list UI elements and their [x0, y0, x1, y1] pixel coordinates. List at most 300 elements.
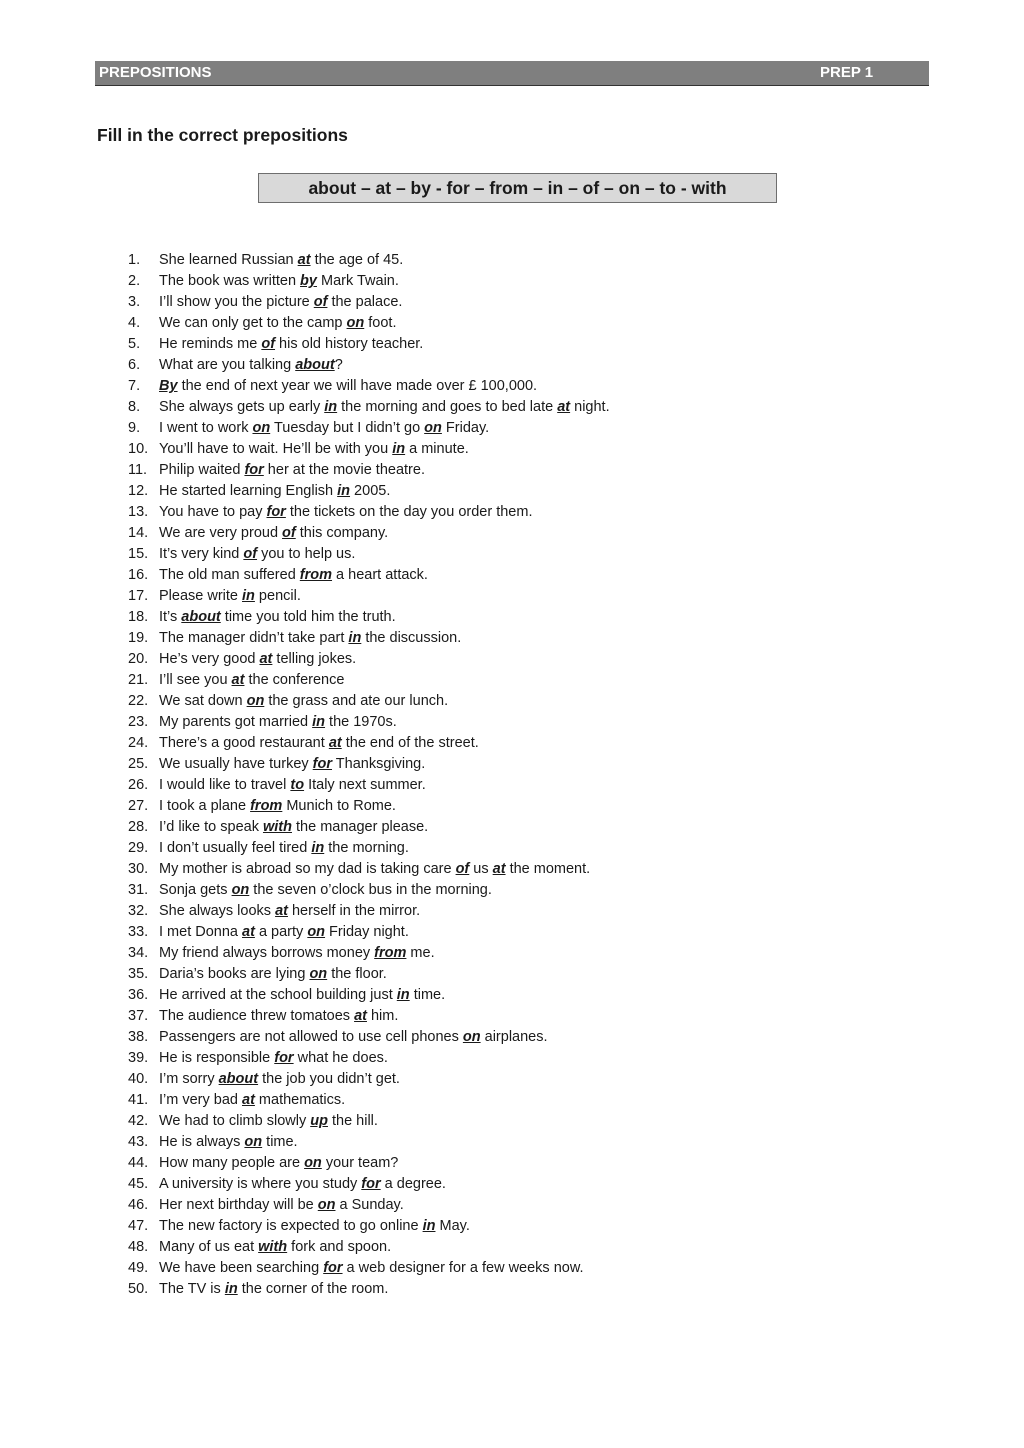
question-text: [159, 565, 428, 586]
question-item: [0, 796, 1024, 817]
question-text: [159, 1153, 398, 1174]
question-item: [0, 502, 1024, 523]
answer-preposition: for: [274, 1050, 294, 1066]
question-text-segment: I’ll see you: [159, 672, 232, 688]
question-number: 37.: [128, 1008, 149, 1024]
question-text: [159, 523, 388, 544]
answer-preposition: at: [557, 399, 571, 415]
question-number: 4.: [128, 315, 141, 331]
answer-preposition: of: [455, 861, 470, 877]
question-text-segment: My mother is abroad so my dad is taking care: [159, 861, 456, 877]
question-number: 7.: [128, 378, 141, 394]
question-text-segment: this company.: [295, 525, 389, 541]
question-text-segment: a web designer for a few weeks now.: [342, 1260, 584, 1276]
question-item: [0, 523, 1024, 544]
answer-preposition: in: [392, 441, 406, 457]
question-number: 35.: [128, 966, 149, 982]
question-number: 9.: [128, 420, 141, 436]
question-text-segment: I went to work: [159, 420, 253, 436]
question-number: 28.: [128, 819, 149, 835]
question-number: 47.: [128, 1218, 149, 1234]
question-text-segment: The TV is: [159, 1281, 225, 1297]
question-item: [0, 1027, 1024, 1048]
header-title: PREPOSITIONS: [99, 64, 212, 81]
question-text: [159, 376, 537, 397]
question-text-segment: time.: [262, 1134, 298, 1150]
question-item: [0, 1153, 1024, 1174]
question-text: [159, 502, 532, 523]
question-text: [159, 250, 403, 271]
question-text-segment: what he does.: [293, 1050, 388, 1066]
question-item: [0, 334, 1024, 355]
question-text-segment: the discussion.: [361, 630, 462, 646]
question-text-segment: his old history teacher.: [275, 336, 424, 352]
question-number: 39.: [128, 1050, 149, 1066]
question-text: [159, 943, 435, 964]
question-item: [0, 418, 1024, 439]
question-text-segment: a Sunday.: [335, 1197, 404, 1213]
answer-preposition: on: [424, 420, 442, 436]
question-text: [159, 628, 461, 649]
question-item: [0, 754, 1024, 775]
question-text-segment: He started learning English: [159, 483, 338, 499]
question-number: 18.: [128, 609, 149, 625]
question-text: [159, 1237, 391, 1258]
question-item: [0, 544, 1024, 565]
question-text-segment: I’m sorry: [159, 1071, 219, 1087]
question-text: [159, 1258, 584, 1279]
question-item: [0, 859, 1024, 880]
question-item: [0, 901, 1024, 922]
question-number: 34.: [128, 945, 149, 961]
answer-preposition: at: [242, 1092, 255, 1108]
question-text-segment: Munich to Rome.: [282, 798, 396, 814]
question-item: [0, 355, 1024, 376]
question-text: [159, 439, 469, 460]
question-text-segment: the age of 45.: [310, 252, 404, 268]
question-text-segment: the moment.: [505, 861, 591, 877]
question-item: [0, 838, 1024, 859]
question-text: [159, 964, 387, 985]
question-text-segment: Italy next summer.: [304, 777, 426, 793]
question-number: 3.: [128, 294, 141, 310]
answer-preposition: about: [295, 357, 335, 373]
question-text-segment: foot.: [364, 315, 397, 331]
question-number: 27.: [128, 798, 149, 814]
question-text: [159, 1090, 345, 1111]
question-text: [159, 1111, 378, 1132]
question-number: 6.: [128, 357, 141, 373]
question-text-segment: He’s very good: [159, 651, 260, 667]
answer-preposition: By: [159, 378, 178, 394]
question-text-segment: You’ll have to wait. He’ll be with you: [159, 441, 393, 457]
question-text: [159, 313, 397, 334]
question-text: [159, 1279, 388, 1300]
question-text-segment: My parents got married: [159, 714, 313, 730]
question-number: 31.: [128, 882, 149, 898]
question-number: 38.: [128, 1029, 149, 1045]
question-item: [0, 964, 1024, 985]
question-text-segment: us: [469, 861, 493, 877]
question-text-segment: herself in the mirror.: [287, 903, 421, 919]
question-number: 43.: [128, 1134, 149, 1150]
question-text-segment: him.: [366, 1008, 399, 1024]
question-item: [0, 628, 1024, 649]
question-text-segment: We are very proud: [159, 525, 283, 541]
question-text: [159, 460, 425, 481]
question-text: [159, 544, 355, 565]
answer-preposition: in: [337, 483, 351, 499]
question-number: 45.: [128, 1176, 149, 1192]
answer-preposition: by: [300, 273, 317, 289]
question-text: [159, 1069, 400, 1090]
question-item: [0, 1216, 1024, 1237]
question-item: [0, 292, 1024, 313]
question-text-segment: It’s: [159, 609, 182, 625]
question-item: [0, 691, 1024, 712]
question-text-segment: fork and spoon.: [287, 1239, 392, 1255]
answer-preposition: for: [312, 756, 333, 772]
question-text: [159, 901, 420, 922]
question-text-segment: telling jokes.: [272, 651, 357, 667]
question-text-segment: airplanes.: [480, 1029, 548, 1045]
answer-preposition: in: [312, 714, 326, 730]
question-item: [0, 481, 1024, 502]
question-text-segment: I’m very bad: [159, 1092, 242, 1108]
question-text: [159, 607, 396, 628]
question-text-segment: A university is where you study: [159, 1176, 362, 1192]
answer-preposition: from: [374, 945, 407, 961]
question-text-segment: a party: [254, 924, 308, 940]
question-number: 17.: [128, 588, 149, 604]
question-text: [159, 397, 610, 418]
question-list: [0, 250, 1024, 1300]
answer-preposition: for: [266, 504, 286, 520]
answer-preposition: of: [313, 294, 328, 310]
question-text-segment: How many people are: [159, 1155, 305, 1171]
answer-preposition: on: [307, 924, 326, 940]
question-number: 30.: [128, 861, 149, 877]
question-text-segment: The manager didn’t take part: [159, 630, 349, 646]
question-item: [0, 985, 1024, 1006]
question-text: [159, 922, 409, 943]
answer-preposition: at: [275, 903, 288, 919]
question-text-segment: She always looks: [159, 903, 276, 919]
answer-preposition: on: [304, 1155, 322, 1171]
question-text-segment: the 1970s.: [325, 714, 397, 730]
question-text: [159, 985, 445, 1006]
question-text-segment: ?: [334, 357, 343, 373]
question-text-segment: the morning.: [324, 840, 409, 856]
question-text: [159, 355, 343, 376]
question-text: [159, 1048, 388, 1069]
answer-preposition: in: [242, 588, 255, 604]
question-text-segment: The new factory is expected to go online: [159, 1218, 423, 1234]
question-text-segment: pencil.: [254, 588, 301, 604]
question-item: [0, 565, 1024, 586]
question-text: [159, 838, 409, 859]
question-item: [0, 1132, 1024, 1153]
header-code: PREP 1: [820, 64, 874, 81]
question-text-segment: What are you talking: [159, 357, 296, 373]
question-item: [0, 376, 1024, 397]
question-item: [0, 1237, 1024, 1258]
question-item: [0, 1090, 1024, 1111]
question-text: [159, 796, 396, 817]
question-text-segment: Daria’s books are lying: [159, 966, 310, 982]
question-number: 1.: [128, 252, 141, 268]
question-item: [0, 943, 1024, 964]
answer-preposition: in: [396, 987, 410, 1003]
question-number: 10.: [128, 441, 149, 457]
question-text: [159, 1216, 470, 1237]
question-text-segment: She learned Russian: [159, 252, 298, 268]
answer-preposition: about: [218, 1071, 259, 1087]
question-text: [159, 880, 492, 901]
question-text-segment: He is responsible: [159, 1050, 275, 1066]
question-text-segment: There’s a good restaurant: [159, 735, 329, 751]
question-text-segment: I’ll show you the picture: [159, 294, 314, 310]
answer-preposition: to: [290, 777, 305, 793]
answer-preposition: of: [282, 525, 296, 541]
question-text-segment: Tuesday but I didn’t go: [270, 420, 425, 436]
question-number: 24.: [128, 735, 149, 751]
question-text-segment: Passengers are not allowed to use cell phones: [159, 1029, 463, 1045]
question-text: [159, 1132, 298, 1153]
question-text: [159, 817, 428, 838]
question-text-segment: the end of the street.: [341, 735, 479, 751]
question-number: 44.: [128, 1155, 149, 1171]
question-item: [0, 250, 1024, 271]
question-text-segment: I don’t usually feel tired: [159, 840, 312, 856]
answer-preposition: on: [317, 1197, 336, 1213]
question-text-segment: a minute.: [405, 441, 469, 457]
question-text: [159, 586, 301, 607]
question-item: [0, 607, 1024, 628]
word-bank: about – at – by - for – from – in – of – on – to - with: [258, 173, 777, 203]
answer-preposition: with: [258, 1239, 288, 1255]
answer-preposition: for: [323, 1260, 343, 1276]
question-item: [0, 1111, 1024, 1132]
question-number: 20.: [128, 651, 149, 667]
question-text-segment: Philip waited: [159, 462, 245, 478]
answer-preposition: at: [492, 861, 506, 877]
question-text: [159, 649, 356, 670]
question-number: 32.: [128, 903, 149, 919]
question-text-segment: the job you didn’t get.: [258, 1071, 400, 1087]
exercise-title: Fill in the correct prepositions: [97, 125, 348, 145]
question-text-segment: the morning and goes to bed late: [337, 399, 558, 415]
answer-preposition: of: [243, 546, 258, 562]
question-text-segment: The book was written: [159, 273, 301, 289]
question-text-segment: night.: [570, 399, 610, 415]
question-text-segment: We have been searching: [159, 1260, 324, 1276]
question-item: [0, 439, 1024, 460]
answer-preposition: at: [354, 1008, 367, 1024]
question-text-segment: the floor.: [327, 966, 387, 982]
question-text-segment: your team?: [321, 1155, 399, 1171]
question-text-segment: you to help us.: [257, 546, 356, 562]
question-item: [0, 1279, 1024, 1300]
question-item: [0, 922, 1024, 943]
question-number: 16.: [128, 567, 149, 583]
question-text-segment: the corner of the room.: [237, 1281, 389, 1297]
question-text-segment: It’s very kind: [159, 546, 244, 562]
question-text-segment: mathematics.: [254, 1092, 346, 1108]
answer-preposition: on: [346, 315, 365, 331]
answer-preposition: in: [348, 630, 362, 646]
answer-preposition: for: [361, 1176, 381, 1192]
question-text: [159, 754, 425, 775]
question-item: [0, 1174, 1024, 1195]
answer-preposition: on: [244, 1134, 263, 1150]
question-text-segment: Many of us eat: [159, 1239, 259, 1255]
question-text-segment: May.: [435, 1218, 470, 1234]
answer-preposition: in: [311, 840, 325, 856]
question-text-segment: the tickets on the day you order them.: [285, 504, 533, 520]
question-item: [0, 1048, 1024, 1069]
question-text-segment: Mark Twain.: [316, 273, 399, 289]
question-text: [159, 1174, 446, 1195]
answer-preposition: for: [244, 462, 264, 478]
question-number: 50.: [128, 1281, 149, 1297]
question-text-segment: the palace.: [327, 294, 403, 310]
question-number: 40.: [128, 1071, 149, 1087]
question-item: [0, 586, 1024, 607]
question-number: 25.: [128, 756, 149, 772]
question-text-segment: He arrived at the school building just: [159, 987, 397, 1003]
question-item: [0, 733, 1024, 754]
answer-preposition: with: [262, 819, 292, 835]
question-text-segment: We had to climb slowly: [159, 1113, 311, 1129]
question-number: 14.: [128, 525, 149, 541]
question-number: 48.: [128, 1239, 149, 1255]
question-number: 21.: [128, 672, 149, 688]
answer-preposition: in: [324, 399, 338, 415]
question-text-segment: a heart attack.: [332, 567, 428, 583]
answer-preposition: about: [181, 609, 221, 625]
question-item: [0, 817, 1024, 838]
answer-preposition: from: [299, 567, 333, 583]
question-text-segment: time you told him the truth.: [220, 609, 396, 625]
question-text-segment: the conference: [244, 672, 345, 688]
question-number: 19.: [128, 630, 149, 646]
question-text: [159, 292, 402, 313]
question-text-segment: the end of next year we will have made over £ 100,000.: [177, 378, 538, 394]
answer-preposition: on: [462, 1029, 481, 1045]
question-text-segment: the seven o’clock bus in the morning.: [249, 882, 492, 898]
question-text-segment: the manager please.: [291, 819, 429, 835]
question-number: 22.: [128, 693, 149, 709]
answer-preposition: on: [246, 693, 265, 709]
question-text-segment: Friday night.: [325, 924, 409, 940]
question-item: [0, 460, 1024, 481]
question-number: 23.: [128, 714, 149, 730]
question-text-segment: 2005.: [350, 483, 391, 499]
question-item: [0, 775, 1024, 796]
question-text-segment: the grass and ate our lunch.: [264, 693, 449, 709]
question-text-segment: The old man suffered: [159, 567, 300, 583]
question-number: 26.: [128, 777, 149, 793]
question-text-segment: We can only get to the camp: [159, 315, 347, 331]
question-text-segment: The audience threw tomatoes: [159, 1008, 355, 1024]
question-item: [0, 670, 1024, 691]
question-number: 2.: [128, 273, 141, 289]
question-text-segment: We usually have turkey: [159, 756, 313, 772]
question-number: 8.: [128, 399, 141, 415]
question-text: [159, 775, 426, 796]
question-item: [0, 880, 1024, 901]
answer-preposition: at: [242, 924, 255, 940]
question-item: [0, 649, 1024, 670]
question-text: [159, 481, 390, 502]
question-text-segment: Her next birthday will be: [159, 1197, 318, 1213]
question-number: 29.: [128, 840, 149, 856]
question-number: 11.: [128, 462, 148, 478]
question-text-segment: I’d like to speak: [159, 819, 263, 835]
answer-preposition: at: [328, 735, 342, 751]
question-text-segment: You have to pay: [159, 504, 267, 520]
question-text-segment: She always gets up early: [159, 399, 325, 415]
answer-preposition: at: [231, 672, 245, 688]
question-text-segment: My friend always borrows money: [159, 945, 375, 961]
answer-preposition: in: [422, 1218, 436, 1234]
question-text: [159, 1006, 398, 1027]
answer-preposition: on: [252, 420, 271, 436]
question-text-segment: the hill.: [327, 1113, 378, 1129]
answer-preposition: in: [224, 1281, 238, 1297]
question-number: 13.: [128, 504, 149, 520]
question-text-segment: I would like to travel: [159, 777, 291, 793]
question-text: [159, 334, 423, 355]
question-text-segment: Please write: [159, 588, 243, 604]
question-number: 42.: [128, 1113, 149, 1129]
question-text-segment: We sat down: [159, 693, 247, 709]
question-item: [0, 397, 1024, 418]
question-text: [159, 733, 479, 754]
answer-preposition: on: [231, 882, 250, 898]
question-number: 12.: [128, 483, 149, 499]
question-item: [0, 271, 1024, 292]
question-text: [159, 1027, 548, 1048]
question-text: [159, 418, 489, 439]
question-text-segment: Thanksgiving.: [332, 756, 426, 772]
question-item: [0, 712, 1024, 733]
header-bar: [95, 61, 929, 86]
question-number: 5.: [128, 336, 141, 352]
question-number: 36.: [128, 987, 149, 1003]
answer-preposition: on: [309, 966, 328, 982]
question-number: 33.: [128, 924, 149, 940]
question-number: 41.: [128, 1092, 149, 1108]
question-item: [0, 313, 1024, 334]
question-number: 46.: [128, 1197, 149, 1213]
question-text-segment: Friday.: [441, 420, 490, 436]
question-text-segment: I met Donna: [159, 924, 243, 940]
question-text-segment: me.: [406, 945, 435, 961]
answer-preposition: at: [259, 651, 273, 667]
answer-preposition: at: [297, 252, 311, 268]
question-text-segment: He reminds me: [159, 336, 262, 352]
question-item: [0, 1006, 1024, 1027]
question-text-segment: time.: [409, 987, 446, 1003]
question-text: [159, 691, 448, 712]
question-text-segment: her at the movie theatre.: [263, 462, 425, 478]
question-text-segment: He is always: [159, 1134, 245, 1150]
question-text-segment: a degree.: [380, 1176, 446, 1192]
answer-preposition: of: [261, 336, 276, 352]
answer-preposition: up: [310, 1113, 328, 1129]
